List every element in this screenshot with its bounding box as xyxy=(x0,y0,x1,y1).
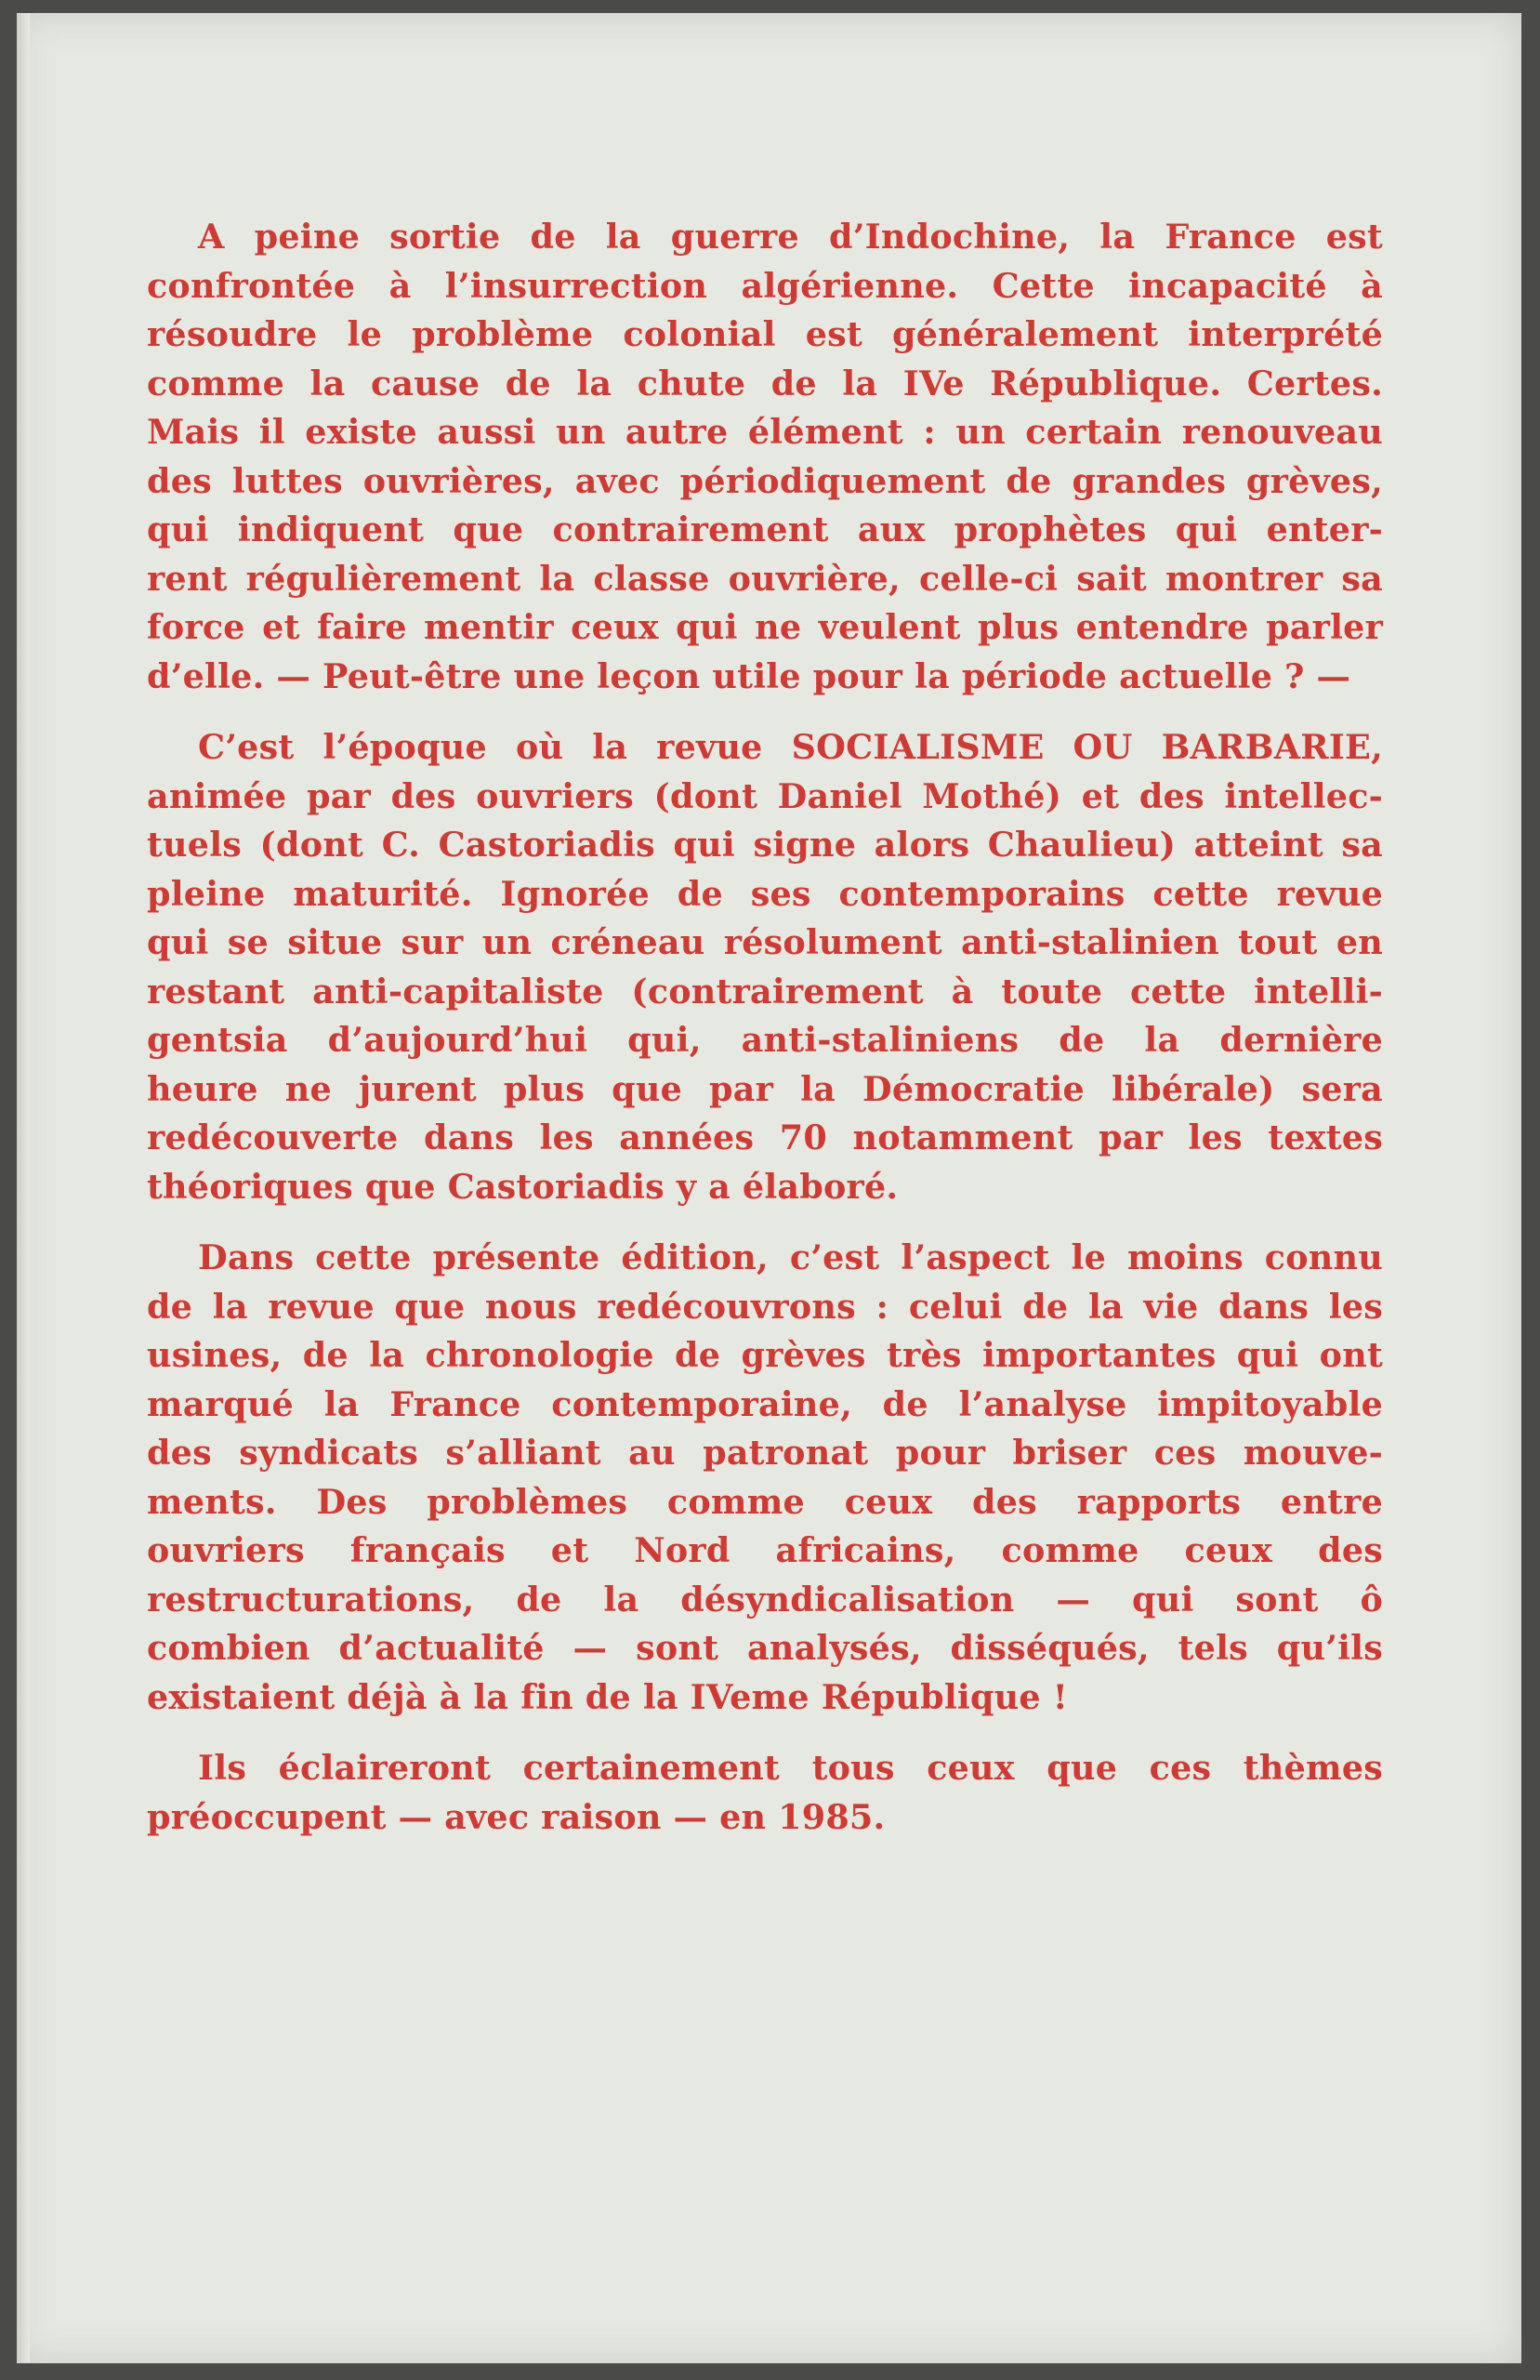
book-back-cover xyxy=(17,13,1521,2363)
text-line: combien d’actualité — sont analysés, disséqués, tels qu’ils xyxy=(147,1628,1383,1668)
text-line: Mais il existe aussi un autre élément : un certain renouveau xyxy=(147,412,1383,452)
text-line: confrontée à l’insurrection algérienne. Cette incapacité à xyxy=(147,265,1383,306)
text-line: des luttes ouvrières, avec périodiquement de grandes grèves, xyxy=(147,460,1383,501)
text-line: Dans cette présente édition, c’est l’aspect le moins connu xyxy=(198,1237,1383,1277)
text-line: C’est l’époque où la revue SOCIALISME OU BARBARIE, xyxy=(198,727,1383,767)
paragraph-2 xyxy=(147,723,1383,1211)
text-line: redécouverte dans les années 70 notamment par les textes xyxy=(147,1117,1383,1157)
paragraph-3 xyxy=(147,1234,1383,1722)
text-line: résoudre le problème colonial est généralement interprété xyxy=(147,314,1383,354)
text-line: existaient déjà à la fin de la IVeme République ! xyxy=(147,1676,1068,1717)
text-line: usines, de la chronologie de grèves très importantes qui ont xyxy=(147,1335,1383,1375)
text-line: qui se situe sur un créneau résolument anti-stalinien tout en xyxy=(147,922,1383,962)
paragraph-4 xyxy=(147,1744,1383,1842)
blurb-text xyxy=(147,213,1383,1864)
text-line: des syndicats s’alliant au patronat pour briser ces mouve- xyxy=(147,1433,1383,1473)
text-line: pleine maturité. Ignorée de ses contemporains cette revue xyxy=(147,873,1383,914)
text-line: ments. Des problèmes comme ceux des rapports entre xyxy=(147,1481,1383,1522)
text-line: tuels (dont C. Castoriadis qui signe alors Chaulieu) atteint sa xyxy=(147,825,1383,865)
text-line: animée par des ouvriers (dont Daniel Mothé) et des intellec- xyxy=(147,775,1383,816)
cover-edge xyxy=(17,13,30,2363)
text-line: force et faire mentir ceux qui ne veulent plus entendre parler xyxy=(147,607,1383,647)
text-line: comme la cause de la chute de la IVe République. Certes. xyxy=(147,363,1383,403)
text-line: ouvriers français et Nord africains, comme ceux des xyxy=(147,1530,1383,1570)
paragraph-1 xyxy=(147,213,1383,701)
text-line: théoriques que Castoriadis y a élaboré. xyxy=(147,1166,899,1207)
text-line: restructurations, de la désyndicalisation — qui sont ô xyxy=(147,1579,1383,1620)
text-line: marqué la France contemporaine, de l’analyse impitoyable xyxy=(147,1383,1383,1424)
text-line: de la revue que nous redécouvrons : celui de la vie dans les xyxy=(147,1286,1383,1327)
text-line: A peine sortie de la guerre d’Indochine, la France est xyxy=(198,217,1383,257)
text-line: rent régulièrement la classe ouvrière, celle-ci sait montrer sa xyxy=(147,558,1383,599)
text-line: préoccupent — avec raison — en 1985. xyxy=(147,1796,886,1837)
text-line: heure ne jurent plus que par la Démocratie libérale) sera xyxy=(147,1068,1383,1109)
text-line: d’elle. — Peut-être une leçon utile pour la période actuelle ? — xyxy=(147,655,1351,696)
text-line: Ils éclaireront certainement tous ceux que ces thèmes xyxy=(198,1748,1383,1788)
text-line: gentsia d’aujourd’hui qui, anti-staliniens de la dernière xyxy=(147,1020,1383,1060)
text-line: restant anti-capitaliste (contrairement à toute cette intelli- xyxy=(147,971,1383,1012)
text-line: qui indiquent que contrairement aux prophètes qui enter- xyxy=(147,509,1383,549)
